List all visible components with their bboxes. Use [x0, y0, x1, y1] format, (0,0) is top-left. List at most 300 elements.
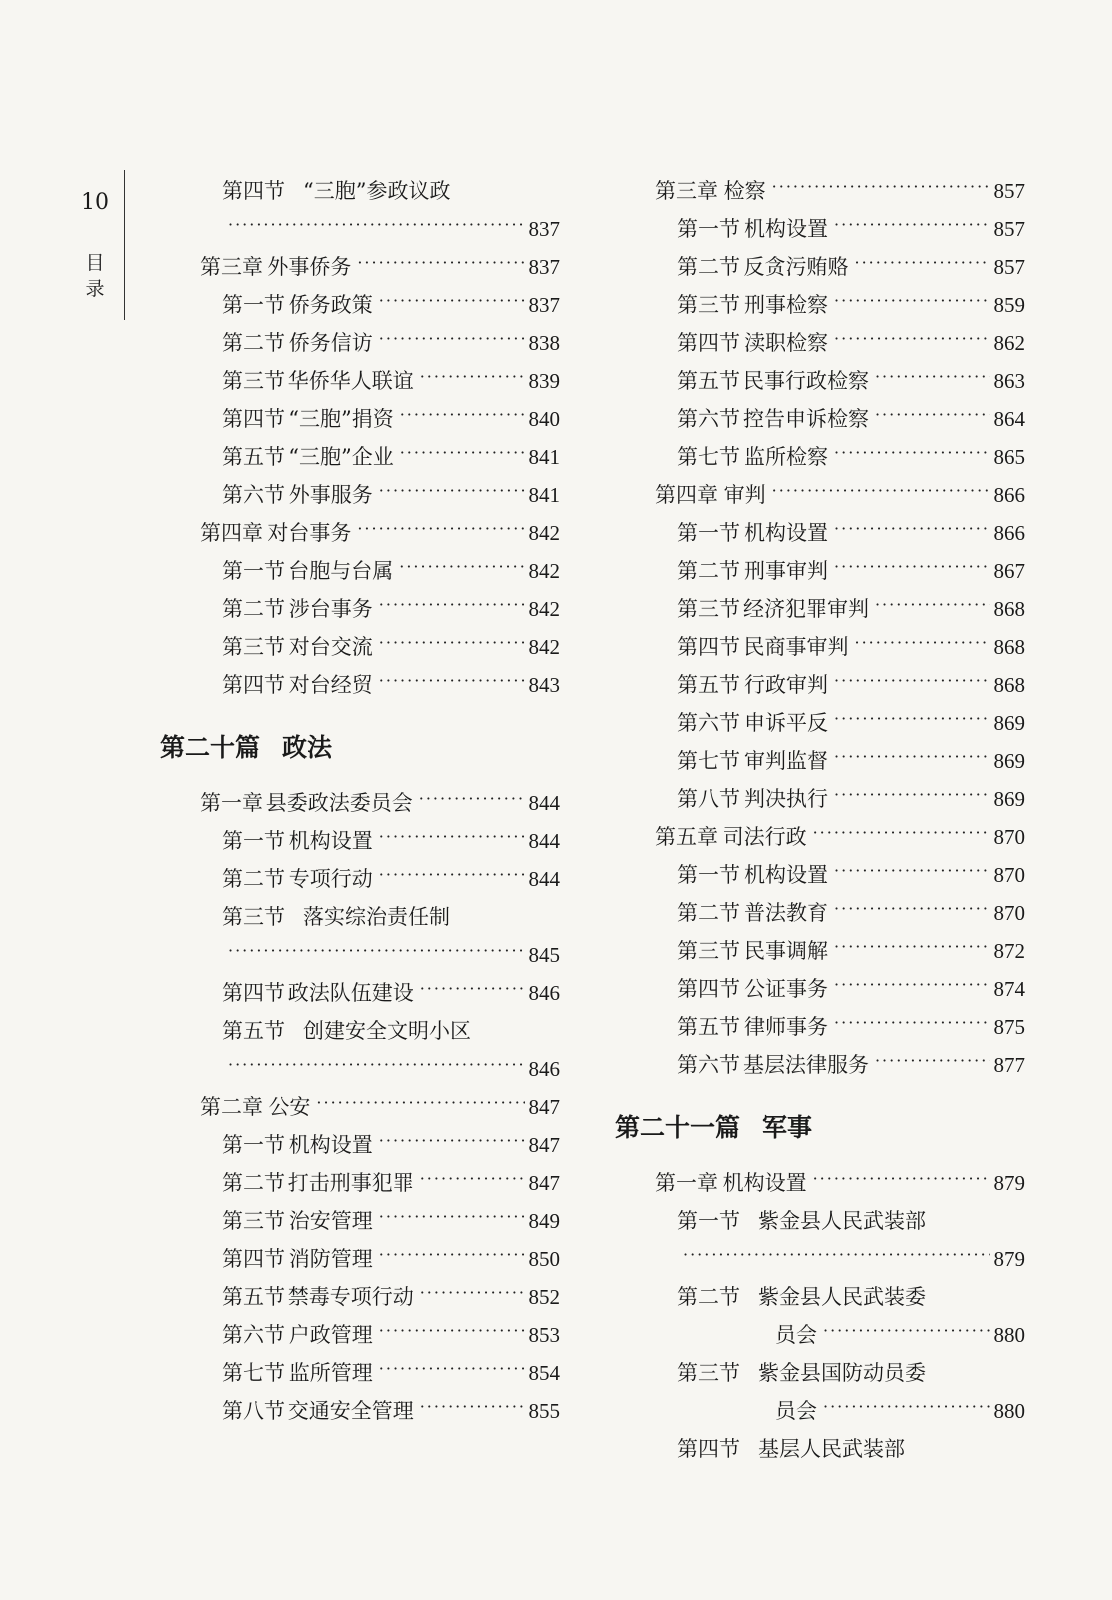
chapter-entry [160, 777, 560, 815]
entry-title: 行政审判 [744, 673, 829, 697]
section-entry [160, 659, 560, 697]
page-ref: 852 [528, 1285, 560, 1309]
section-entry [615, 849, 1025, 887]
section-entry [615, 545, 1025, 583]
chapter-entry [615, 1157, 1025, 1195]
section-number: 第三节 [222, 635, 285, 659]
section-entry [160, 621, 560, 659]
section-number: 第二节 [677, 1285, 740, 1309]
chapter-number: 第三章 [200, 255, 263, 279]
page-ref: 866 [993, 521, 1025, 545]
section-entry [615, 1423, 1025, 1461]
page-ref: 854 [528, 1361, 560, 1385]
section-entry [160, 393, 560, 431]
section-number: 第五节 [677, 1015, 740, 1039]
leader-dots [834, 859, 989, 883]
section-entry [615, 241, 1025, 279]
section-entry [160, 1195, 560, 1233]
part-title: 政法 [282, 733, 333, 762]
toc-column-left [160, 165, 560, 1423]
leader-dots [834, 897, 989, 921]
entry-title: 机构设置 [744, 217, 829, 241]
page-ref: 850 [528, 1247, 560, 1271]
leader-dots [823, 1395, 990, 1419]
section-entry [615, 507, 1025, 545]
page-ref: 855 [528, 1399, 560, 1423]
section-number: 第一节 [677, 217, 740, 241]
leader-dots [379, 1129, 525, 1153]
leader-dots [379, 825, 525, 849]
page-ref: 868 [993, 673, 1025, 697]
section-number: 第一节 [222, 829, 285, 853]
section-entry [160, 1233, 560, 1271]
page-ref: 857 [993, 217, 1025, 241]
page-ref: 837 [528, 293, 560, 317]
entry-title: 政法队伍建设 [287, 981, 414, 1005]
page-ref: 842 [528, 635, 560, 659]
leader-dots [813, 1167, 990, 1191]
entry-title: 经济犯罪审判 [742, 597, 869, 621]
section-entry [615, 393, 1025, 431]
entry-title: 监所管理 [288, 1361, 373, 1385]
leader-dots [855, 251, 990, 275]
page-ref: 874 [993, 977, 1025, 1001]
section-entry [160, 853, 560, 891]
section-entry [160, 469, 560, 507]
page-ref: 849 [528, 1209, 560, 1233]
section-number: 第四节 [222, 407, 285, 431]
leader-dots [683, 1243, 990, 1267]
leader-dots [834, 745, 989, 769]
part-title: 军事 [762, 1113, 813, 1142]
section-number: 第一节 [677, 863, 740, 887]
section-number: 第三节 [222, 1209, 285, 1233]
leader-dots [228, 939, 525, 963]
section-number: 第六节 [677, 711, 740, 735]
leader-dots [420, 977, 525, 1001]
section-number: 第四节 [222, 981, 285, 1005]
section-number: 第六节 [677, 407, 740, 431]
leader-dots [357, 251, 524, 275]
leader-dots [813, 821, 990, 845]
section-entry [160, 279, 560, 317]
leader-dots [379, 327, 525, 351]
section-number: 第五节 [222, 1285, 285, 1309]
section-number: 第二节 [677, 559, 740, 583]
section-entry [615, 1039, 1025, 1077]
page-ref: 869 [993, 787, 1025, 811]
entry-title: 创建安全文明小区 [303, 1019, 471, 1043]
page-ref: 872 [993, 939, 1025, 963]
page-ref: 880 [993, 1399, 1025, 1423]
entry-title: 机构设置 [288, 829, 373, 853]
section-number: 第二节 [222, 597, 285, 621]
toc-column-right [615, 165, 1025, 1461]
entry-title: 反贪污贿赂 [743, 255, 849, 279]
chapter-number: 第二章 [200, 1095, 263, 1119]
page-ref: 837 [528, 255, 560, 279]
entry-title: 判决执行 [744, 787, 829, 811]
entry-title: 刑事审判 [744, 559, 829, 583]
leader-dots [419, 787, 525, 811]
leader-dots [834, 555, 989, 579]
section-entry [615, 621, 1025, 659]
page-ref: 846 [528, 1057, 560, 1081]
section-number: 第五节 [222, 1019, 285, 1043]
chapter-title: 审判 [723, 483, 766, 507]
leader-dots [379, 669, 525, 693]
chapter-title: 司法行政 [722, 825, 807, 849]
page-ref: 863 [993, 369, 1025, 393]
entry-title: 监所检察 [744, 445, 829, 469]
leader-dots [399, 555, 524, 579]
section-number: 第七节 [677, 749, 740, 773]
leader-dots [379, 1243, 525, 1267]
entry-title: 申诉平反 [744, 711, 829, 735]
entry-title: 民事行政检察 [742, 369, 869, 393]
section-number: 第二节 [222, 867, 285, 891]
section-entry [160, 1309, 560, 1347]
page-ref: 868 [993, 635, 1025, 659]
chapter-title: 检察 [723, 179, 766, 203]
entry-title: 治安管理 [288, 1209, 373, 1233]
page-ref: 869 [993, 749, 1025, 773]
section-number: 第六节 [677, 1053, 740, 1077]
entry-title: 侨务信访 [288, 331, 373, 355]
part-spacer [615, 1077, 1025, 1095]
leader-dots [400, 403, 525, 427]
entry-continuation [615, 1385, 1025, 1423]
page-ref: 844 [528, 791, 560, 815]
page-ref: 846 [528, 981, 560, 1005]
section-entry [615, 887, 1025, 925]
chapter-number: 第四章 [655, 483, 718, 507]
chapter-entry [160, 241, 560, 279]
chapter-title: 县委政法委员会 [265, 791, 413, 815]
part-number: 第二十一篇 [615, 1113, 741, 1142]
page-ref: 837 [528, 217, 560, 241]
part-heading [160, 715, 560, 777]
section-entry [160, 355, 560, 393]
entry-title: “三胞”参政议政 [303, 179, 451, 203]
leader-dots [772, 175, 990, 199]
leader-dots [875, 593, 990, 617]
entry-continuation [160, 1043, 560, 1081]
section-number: 第三节 [677, 939, 740, 963]
entry-title: 审判监督 [744, 749, 829, 773]
leader-dots [228, 213, 525, 237]
entry-title: 专项行动 [288, 867, 373, 891]
section-entry [615, 659, 1025, 697]
section-number: 第三节 [677, 1361, 740, 1385]
chapter-title: 外事侨务 [267, 255, 352, 279]
section-entry [615, 355, 1025, 393]
chapter-number: 第一章 [200, 791, 263, 815]
section-number: 第四节 [222, 1247, 285, 1271]
leader-dots [834, 213, 989, 237]
entry-title: 民商事审判 [743, 635, 849, 659]
section-entry [160, 815, 560, 853]
margin-divider [124, 170, 125, 320]
section-entry [160, 1157, 560, 1195]
page-ref: 880 [993, 1323, 1025, 1347]
section-entry [615, 1271, 1025, 1309]
section-entry [160, 545, 560, 583]
section-entry [160, 1385, 560, 1423]
section-number: 第一节 [677, 1209, 740, 1233]
entry-title: 禁毒专项行动 [287, 1285, 414, 1309]
entry-title: 公证事务 [744, 977, 829, 1001]
section-entry [615, 925, 1025, 963]
section-number: 第一节 [222, 1133, 285, 1157]
entry-title: 基层人民武装部 [758, 1437, 905, 1461]
page-ref: 879 [993, 1247, 1025, 1271]
leader-dots [379, 593, 525, 617]
entry-title: 涉台事务 [288, 597, 373, 621]
entry-title: 台胞与台属 [288, 559, 394, 583]
section-number: 第二节 [677, 255, 740, 279]
part-number: 第二十篇 [160, 733, 261, 762]
leader-dots [379, 631, 525, 655]
entry-title: 机构设置 [288, 1133, 373, 1157]
section-number: 第四节 [677, 635, 740, 659]
section-number: 第三节 [677, 597, 740, 621]
entry-title: 员会 [775, 1399, 817, 1423]
entry-title: 对台经贸 [288, 673, 373, 697]
entry-title: 紫金县人民武装委 [758, 1285, 926, 1309]
section-number: 第一节 [222, 293, 285, 317]
entry-title: 紫金县人民武装部 [758, 1209, 926, 1233]
section-number: 第六节 [222, 1323, 285, 1347]
page-ref: 869 [993, 711, 1025, 735]
page-ref: 865 [993, 445, 1025, 469]
leader-dots [379, 1357, 525, 1381]
chapter-number: 第五章 [655, 825, 718, 849]
entry-continuation [615, 1233, 1025, 1271]
entry-title: “三胞”企业 [288, 445, 394, 469]
page-number: 10 [81, 190, 109, 215]
section-number: 第七节 [677, 445, 740, 469]
section-number: 第七节 [222, 1361, 285, 1385]
page-ref: 857 [993, 255, 1025, 279]
page-ref: 862 [993, 331, 1025, 355]
leader-dots [834, 289, 989, 313]
section-number: 第四节 [677, 1437, 740, 1461]
page-ref: 841 [528, 445, 560, 469]
part-spacer [160, 697, 560, 715]
page-ref: 847 [528, 1171, 560, 1195]
section-number: 第六节 [222, 483, 285, 507]
leader-dots [875, 1049, 990, 1073]
section-number: 第一节 [677, 521, 740, 545]
page-ref: 870 [993, 825, 1025, 849]
entry-title: 员会 [775, 1323, 817, 1347]
leader-dots [420, 365, 525, 389]
page-ref: 843 [528, 673, 560, 697]
section-number: 第三节 [222, 905, 285, 929]
page-ref: 838 [528, 331, 560, 355]
leader-dots [420, 1281, 525, 1305]
chapter-entry [160, 1081, 560, 1119]
entry-title: 机构设置 [744, 521, 829, 545]
section-entry [615, 735, 1025, 773]
section-entry [615, 1195, 1025, 1233]
page-ref: 864 [993, 407, 1025, 431]
leader-dots [823, 1319, 990, 1343]
entry-title: 落实综治责任制 [303, 905, 450, 929]
section-entry [615, 583, 1025, 621]
entry-title: “三胞”捐资 [288, 407, 394, 431]
page-ref: 842 [528, 597, 560, 621]
entry-title: 律师事务 [744, 1015, 829, 1039]
leader-dots [875, 403, 990, 427]
chapter-entry [615, 165, 1025, 203]
entry-continuation [615, 1309, 1025, 1347]
entry-title: 机构设置 [744, 863, 829, 887]
section-entry [160, 1271, 560, 1309]
page-ref: 853 [528, 1323, 560, 1347]
section-entry [615, 431, 1025, 469]
section-entry [160, 967, 560, 1005]
page-ref: 875 [993, 1015, 1025, 1039]
section-number: 第五节 [677, 673, 740, 697]
section-entry [160, 317, 560, 355]
page-ref: 867 [993, 559, 1025, 583]
entry-title: 普法教育 [744, 901, 829, 925]
entry-continuation [160, 203, 560, 241]
leader-dots [834, 973, 989, 997]
leader-dots [834, 707, 989, 731]
leader-dots [420, 1167, 525, 1191]
leader-dots [379, 1205, 525, 1229]
entry-title: 对台交流 [288, 635, 373, 659]
entry-continuation [160, 929, 560, 967]
page-ref: 842 [528, 521, 560, 545]
entry-title: 消防管理 [288, 1247, 373, 1271]
entry-title: 华侨华人联谊 [287, 369, 414, 393]
leader-dots [875, 365, 990, 389]
leader-dots [379, 863, 525, 887]
chapter-entry [160, 507, 560, 545]
page-ref: 841 [528, 483, 560, 507]
page-ref: 839 [528, 369, 560, 393]
leader-dots [379, 1319, 525, 1343]
section-entry [160, 165, 560, 203]
page-ref: 842 [528, 559, 560, 583]
part-heading [615, 1095, 1025, 1157]
entry-title: 刑事检察 [744, 293, 829, 317]
leader-dots [834, 327, 989, 351]
section-entry [160, 1005, 560, 1043]
page-ref: 870 [993, 863, 1025, 887]
leader-dots [379, 479, 525, 503]
section-entry [160, 1119, 560, 1157]
leader-dots [357, 517, 524, 541]
section-number: 第三节 [677, 293, 740, 317]
page-ref: 845 [528, 943, 560, 967]
leader-dots [834, 783, 989, 807]
leader-dots [400, 441, 525, 465]
section-number: 第二节 [222, 331, 285, 355]
page-ref: 868 [993, 597, 1025, 621]
entry-title: 交通安全管理 [287, 1399, 414, 1423]
section-entry [615, 773, 1025, 811]
leader-dots [834, 517, 989, 541]
entry-title: 基层法律服务 [742, 1053, 869, 1077]
section-number: 第一节 [222, 559, 285, 583]
chapter-title: 机构设置 [722, 1171, 807, 1195]
section-number: 第二节 [222, 1171, 285, 1195]
entry-title: 渎职检察 [744, 331, 829, 355]
leader-dots [316, 1091, 524, 1115]
leader-dots [834, 935, 989, 959]
page-ref: 844 [528, 829, 560, 853]
chapter-title: 对台事务 [267, 521, 352, 545]
leader-dots [855, 631, 990, 655]
entry-title: 控告申诉检察 [742, 407, 869, 431]
running-head-label: 目录 [85, 252, 105, 300]
entry-title: 打击刑事犯罪 [287, 1171, 414, 1195]
section-entry [160, 431, 560, 469]
page-ref: 870 [993, 901, 1025, 925]
leader-dots [420, 1395, 525, 1419]
section-number: 第四节 [222, 179, 285, 203]
page-ref: 847 [528, 1095, 560, 1119]
page-ref: 877 [993, 1053, 1025, 1077]
section-number: 第二节 [677, 901, 740, 925]
section-entry [615, 963, 1025, 1001]
section-entry [615, 279, 1025, 317]
leader-dots [834, 1011, 989, 1035]
page-ref: 840 [528, 407, 560, 431]
leader-dots [379, 289, 525, 313]
section-entry [615, 697, 1025, 735]
chapter-number: 第四章 [200, 521, 263, 545]
section-entry [615, 317, 1025, 355]
entry-title: 民事调解 [744, 939, 829, 963]
page-ref: 866 [993, 483, 1025, 507]
section-number: 第八节 [222, 1399, 285, 1423]
entry-title: 紫金县国防动员委 [758, 1361, 926, 1385]
page-ref: 879 [993, 1171, 1025, 1195]
section-number: 第四节 [677, 331, 740, 355]
chapter-number: 第一章 [655, 1171, 718, 1195]
section-number: 第五节 [677, 369, 740, 393]
page-ref: 857 [993, 179, 1025, 203]
section-number: 第五节 [222, 445, 285, 469]
section-entry [615, 1347, 1025, 1385]
chapter-entry [615, 811, 1025, 849]
leader-dots [834, 669, 989, 693]
page-ref: 847 [528, 1133, 560, 1157]
entry-title: 外事服务 [288, 483, 373, 507]
section-number: 第四节 [222, 673, 285, 697]
section-number: 第四节 [677, 977, 740, 1001]
chapter-entry [615, 469, 1025, 507]
entry-title: 户政管理 [288, 1323, 373, 1347]
section-entry [160, 1347, 560, 1385]
leader-dots [834, 441, 989, 465]
chapter-number: 第三章 [655, 179, 718, 203]
section-entry [615, 203, 1025, 241]
section-entry [160, 583, 560, 621]
page-ref: 859 [993, 293, 1025, 317]
leader-dots [228, 1053, 525, 1077]
section-entry [160, 891, 560, 929]
leader-dots [772, 479, 990, 503]
section-number: 第八节 [677, 787, 740, 811]
entry-title: 侨务政策 [288, 293, 373, 317]
